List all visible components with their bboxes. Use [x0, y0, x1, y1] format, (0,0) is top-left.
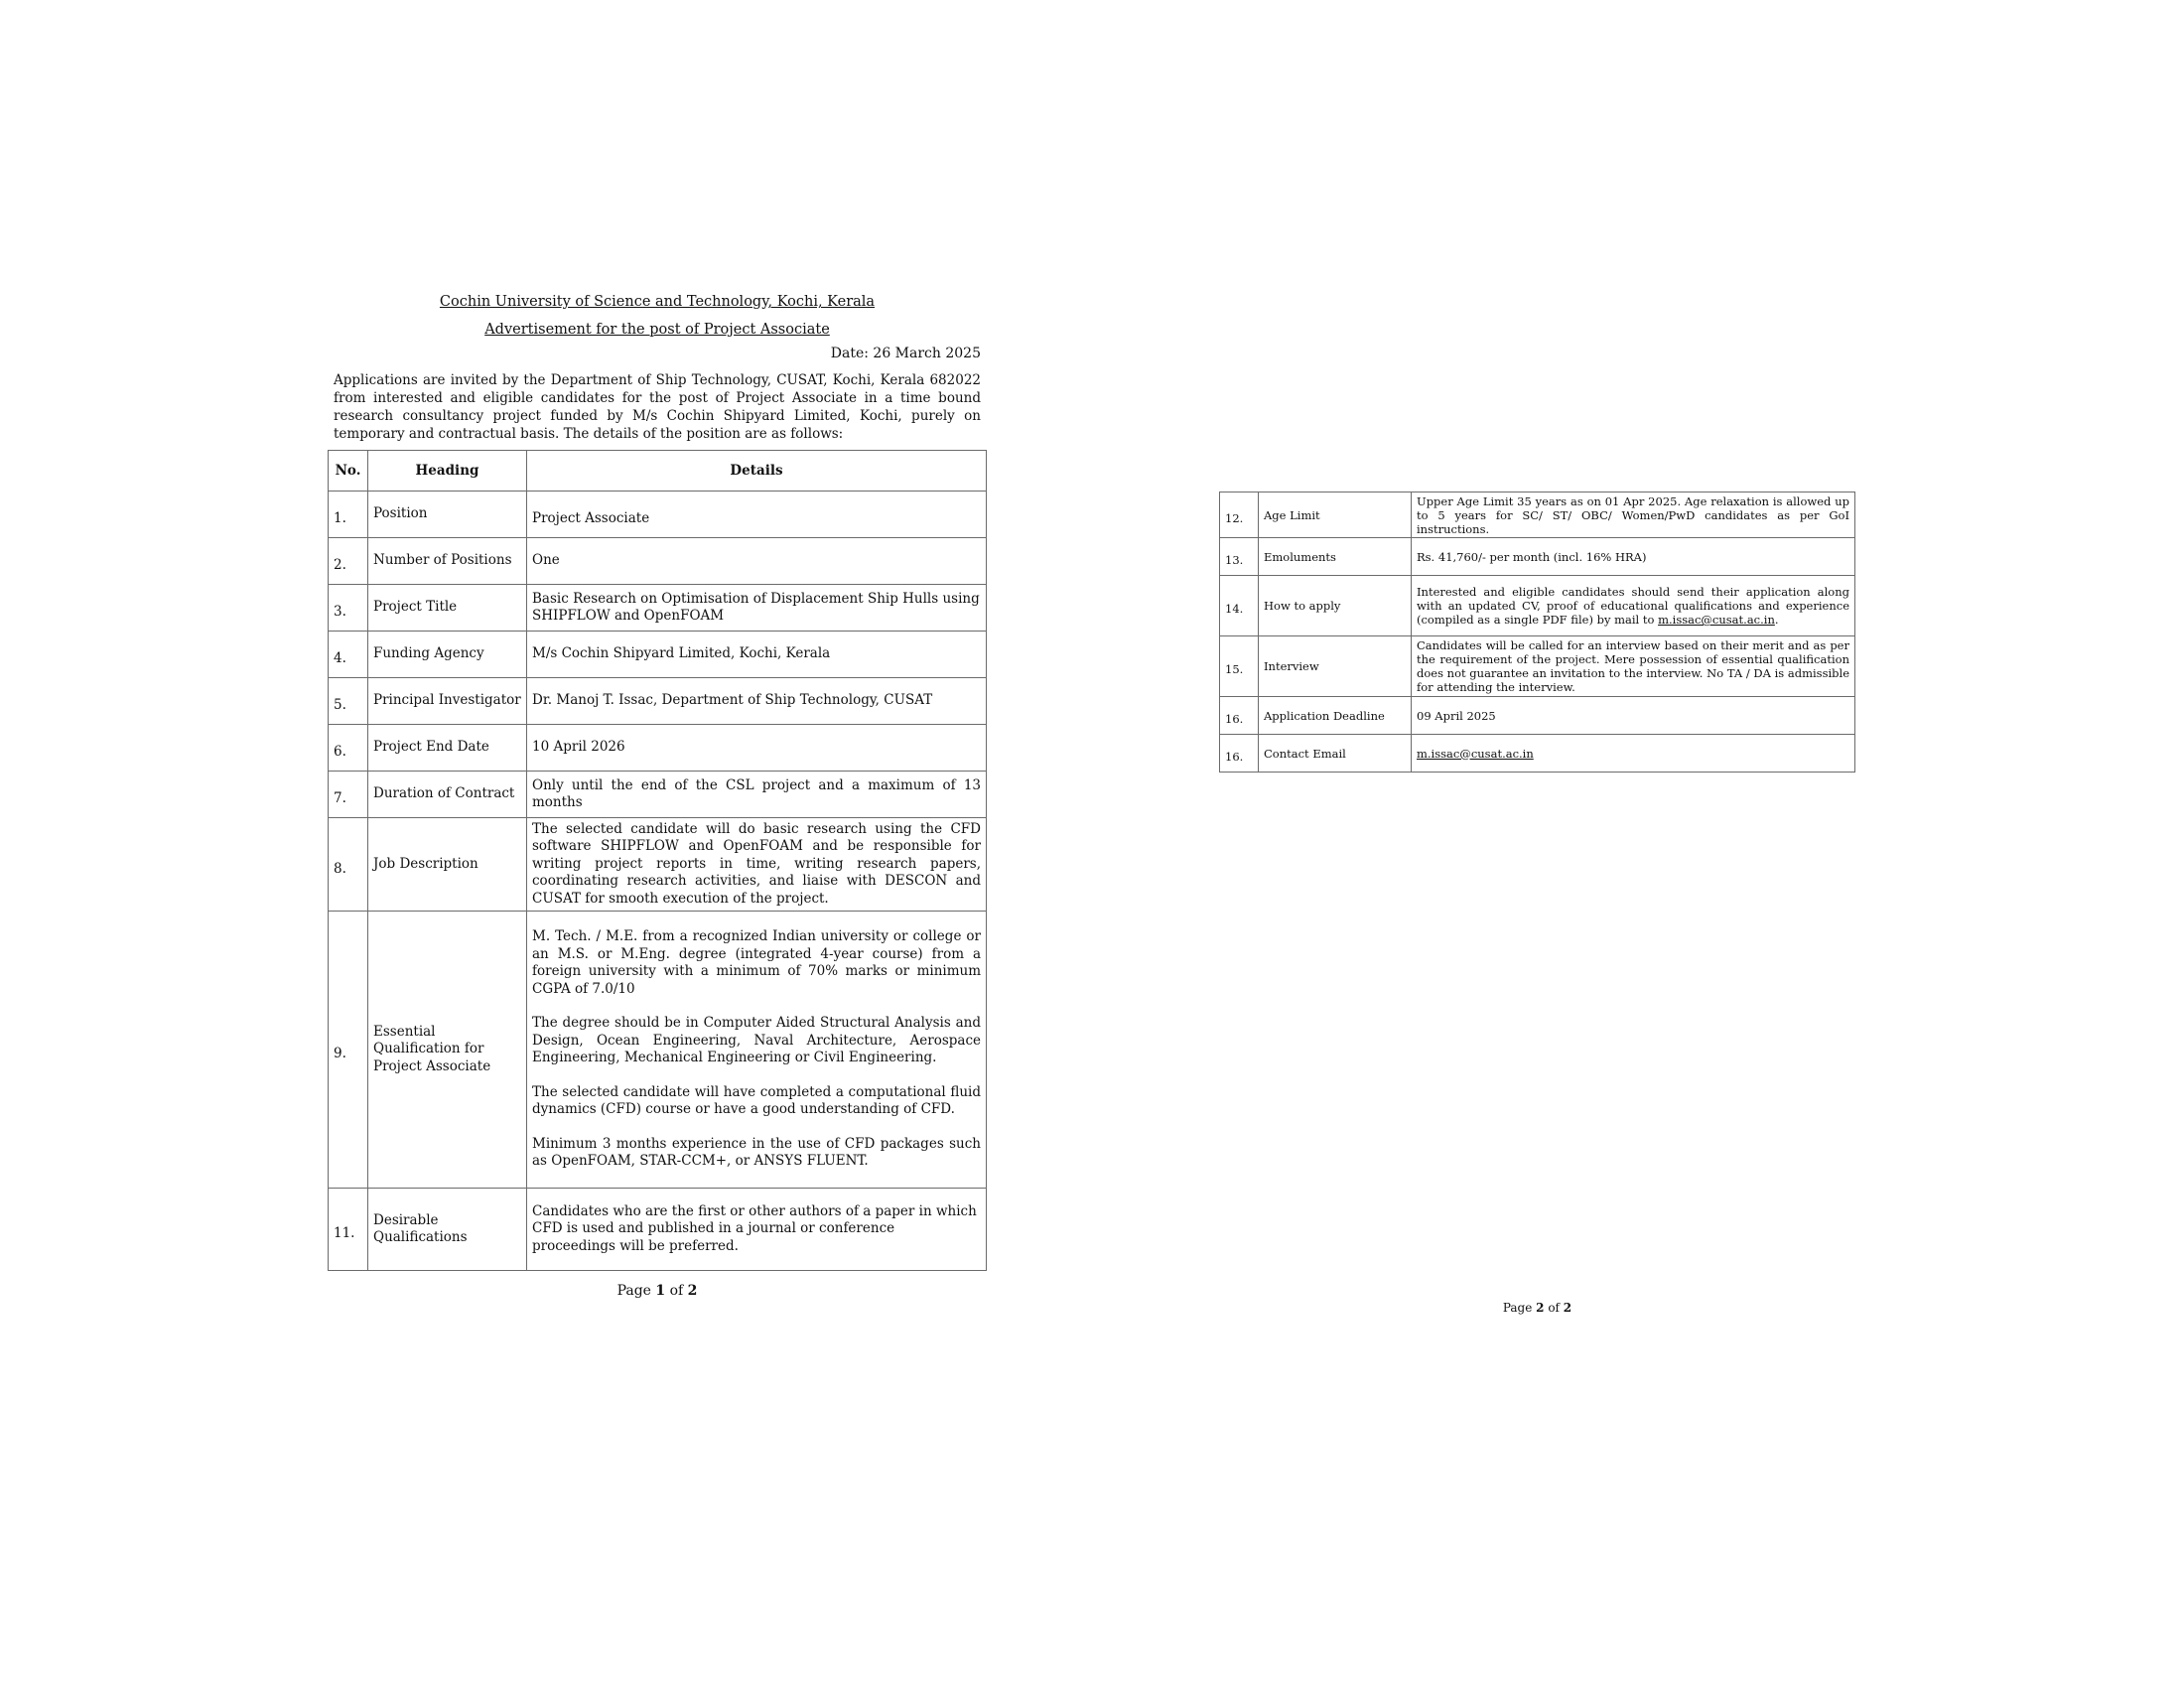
row-number: 16.	[1225, 749, 1244, 764]
table-header-row	[329, 451, 987, 492]
page-number: 1	[655, 1283, 666, 1299]
column-header-no: No.	[329, 451, 368, 492]
row-details: Dr. Manoj T. Issac, Department of Ship Technology, CUSAT	[527, 678, 987, 725]
row-details: Rs. 41,760/- per month (incl. 16% HRA)	[1412, 538, 1855, 576]
table-row	[329, 538, 987, 585]
column-header-details: Details	[527, 451, 987, 492]
page-two	[1219, 492, 1855, 773]
row-heading: Interview	[1259, 636, 1412, 697]
row-details: 09 April 2025	[1412, 697, 1855, 735]
table-row: 14. How to apply Interested and eligible candidates should send their application along with an updated CV, proof of educational qualifications and experience (compiled as a single PDF file) by mail to m.issac@cusat.ac.in.	[1220, 576, 1855, 636]
table-row	[329, 585, 987, 632]
row-number: 6.	[334, 744, 346, 761]
page-total: 2	[687, 1283, 698, 1299]
row-details: Basic Research on Optimisation of Displacement Ship Hulls using SHIPFLOW and OpenFOAM	[527, 585, 987, 632]
page-one	[328, 288, 987, 1299]
row-details: Upper Age Limit 35 years as on 01 Apr 2025. Age relaxation is allowed up to 5 years for SC/ ST/ OBC/ Women/PwD candidates as per GoI instructions.	[1412, 492, 1855, 538]
page-total: 2	[1563, 1301, 1572, 1315]
row-heading: Principal Investigator	[368, 678, 527, 725]
row-number: 9.	[334, 1046, 346, 1062]
row-heading: Desirable Qualifications	[368, 1189, 527, 1271]
table-row	[329, 1189, 987, 1271]
row-details: One	[527, 538, 987, 585]
table-row	[1220, 735, 1855, 773]
details-table	[328, 450, 987, 1271]
row-heading: Age Limit	[1259, 492, 1412, 538]
row-details: Interested and eligible candidates should send their application along with an updated CV, proof of educational qualifications and experience (compiled as a single PDF file) by mail to	[1417, 585, 1849, 627]
row-number: 3.	[334, 604, 346, 621]
row-heading: Job Description	[368, 818, 527, 912]
row-heading: Contact Email	[1259, 735, 1412, 773]
table-row	[329, 678, 987, 725]
row-heading: Emoluments	[1259, 538, 1412, 576]
row-number: 11.	[334, 1225, 355, 1242]
university-title: Cochin University of Science and Technology, Kochi, Kerala	[439, 294, 876, 310]
row-number: 2.	[334, 557, 346, 574]
table-row	[329, 632, 987, 678]
apply-email-link[interactable]: m.issac@cusat.ac.in	[1658, 613, 1775, 627]
contact-email-link[interactable]: m.issac@cusat.ac.in	[1417, 746, 1534, 761]
row-heading: Application Deadline	[1259, 697, 1412, 735]
table-row	[329, 725, 987, 772]
advertisement-title: Advertisement for the post of Project Associate	[484, 322, 830, 338]
row-details: Project Associate	[532, 510, 650, 527]
qualification-paragraph: The selected candidate will have completed a computational fluid dynamics (CFD) course or have a good understanding of CFD.	[532, 1083, 981, 1118]
row-details: The selected candidate will do basic research using the CFD software SHIPFLOW and OpenFOAM and be responsible for writing project reports in time, writing research papers, coordinating research activities, and liaise with DESCON and CUSAT for smooth execution of the project.	[527, 818, 987, 912]
row-details: M/s Cochin Shipyard Limited, Kochi, Kerala	[527, 632, 987, 678]
table-row	[1220, 697, 1855, 735]
table-row	[329, 772, 987, 818]
row-number: 14.	[1225, 602, 1244, 616]
row-details: 10 April 2026	[527, 725, 987, 772]
row-heading: How to apply	[1259, 576, 1412, 636]
row-number: 5.	[334, 697, 346, 714]
row-details: Candidates will be called for an interview based on their merit and as per the requirement of the project. Mere possession of essential qualification does not guarantee an invitation to the interview. No TA / DA is admissible for attending the interview.	[1412, 636, 1855, 697]
page-footer: Page 2 of 2	[1502, 1301, 1572, 1315]
qualification-paragraph: The degree should be in Computer Aided Structural Analysis and Design, Ocean Engineering, Naval Architecture, Aerospace Engineering, Mechanical Engineering or Civil Engineering.	[532, 1015, 981, 1066]
row-number: 1.	[334, 510, 346, 527]
advertisement-date: Date: 26 March 2025	[830, 346, 981, 361]
table-row	[329, 818, 987, 912]
column-header-heading: Heading	[368, 451, 527, 492]
row-number: 7.	[334, 790, 346, 807]
table-row	[1220, 636, 1855, 697]
row-number: 16.	[1225, 711, 1244, 726]
row-details: Only until the end of the CSL project and a maximum of 13 months	[527, 772, 987, 818]
details-table-continued	[1219, 492, 1855, 773]
row-heading: Position	[368, 492, 527, 538]
table-row	[1220, 538, 1855, 576]
row-number: 4.	[334, 650, 346, 667]
row-heading: Essential Qualification for Project Associate	[368, 912, 527, 1189]
table-row	[329, 492, 987, 538]
qualification-paragraph: M. Tech. / M.E. from a recognized Indian university or college or an M.S. or M.Eng. degree (integrated 4-year course) from a foreign university with a minimum of 70% marks or minimum CGPA of 7.0/10	[532, 928, 981, 997]
row-number: 13.	[1225, 552, 1244, 567]
row-number: 15.	[1225, 662, 1244, 676]
page-number: 2	[1536, 1301, 1545, 1315]
row-heading: Funding Agency	[368, 632, 527, 678]
intro-paragraph: Applications are invited by the Department of Ship Technology, CUSAT, Kochi, Kerala 682022 from interested and eligible candidates for the post of Project Associate in a time bound research consultancy project funded by M/s Cochin Shipyard Limited, Kochi, purely on temporary and contractual basis. The details of the position are as follows:	[334, 372, 981, 442]
page-footer: Page 1 of 2	[616, 1283, 698, 1299]
row-number: 8.	[334, 860, 346, 877]
row-details: Candidates who are the first or other authors of a paper in which CFD is used and published in a journal or conference proceedings will be preferred.	[527, 1189, 987, 1271]
qualification-paragraph: Minimum 3 months experience in the use of CFD packages such as OpenFOAM, STAR-CCM+, or ANSYS FLUENT.	[532, 1135, 981, 1170]
row-number: 12.	[1225, 510, 1244, 525]
row-heading: Number of Positions	[368, 538, 527, 585]
table-row	[1220, 492, 1855, 538]
row-heading: Duration of Contract	[368, 772, 527, 818]
row-heading: Project End Date	[368, 725, 527, 772]
row-heading: Project Title	[368, 585, 527, 632]
table-row	[329, 912, 987, 1189]
